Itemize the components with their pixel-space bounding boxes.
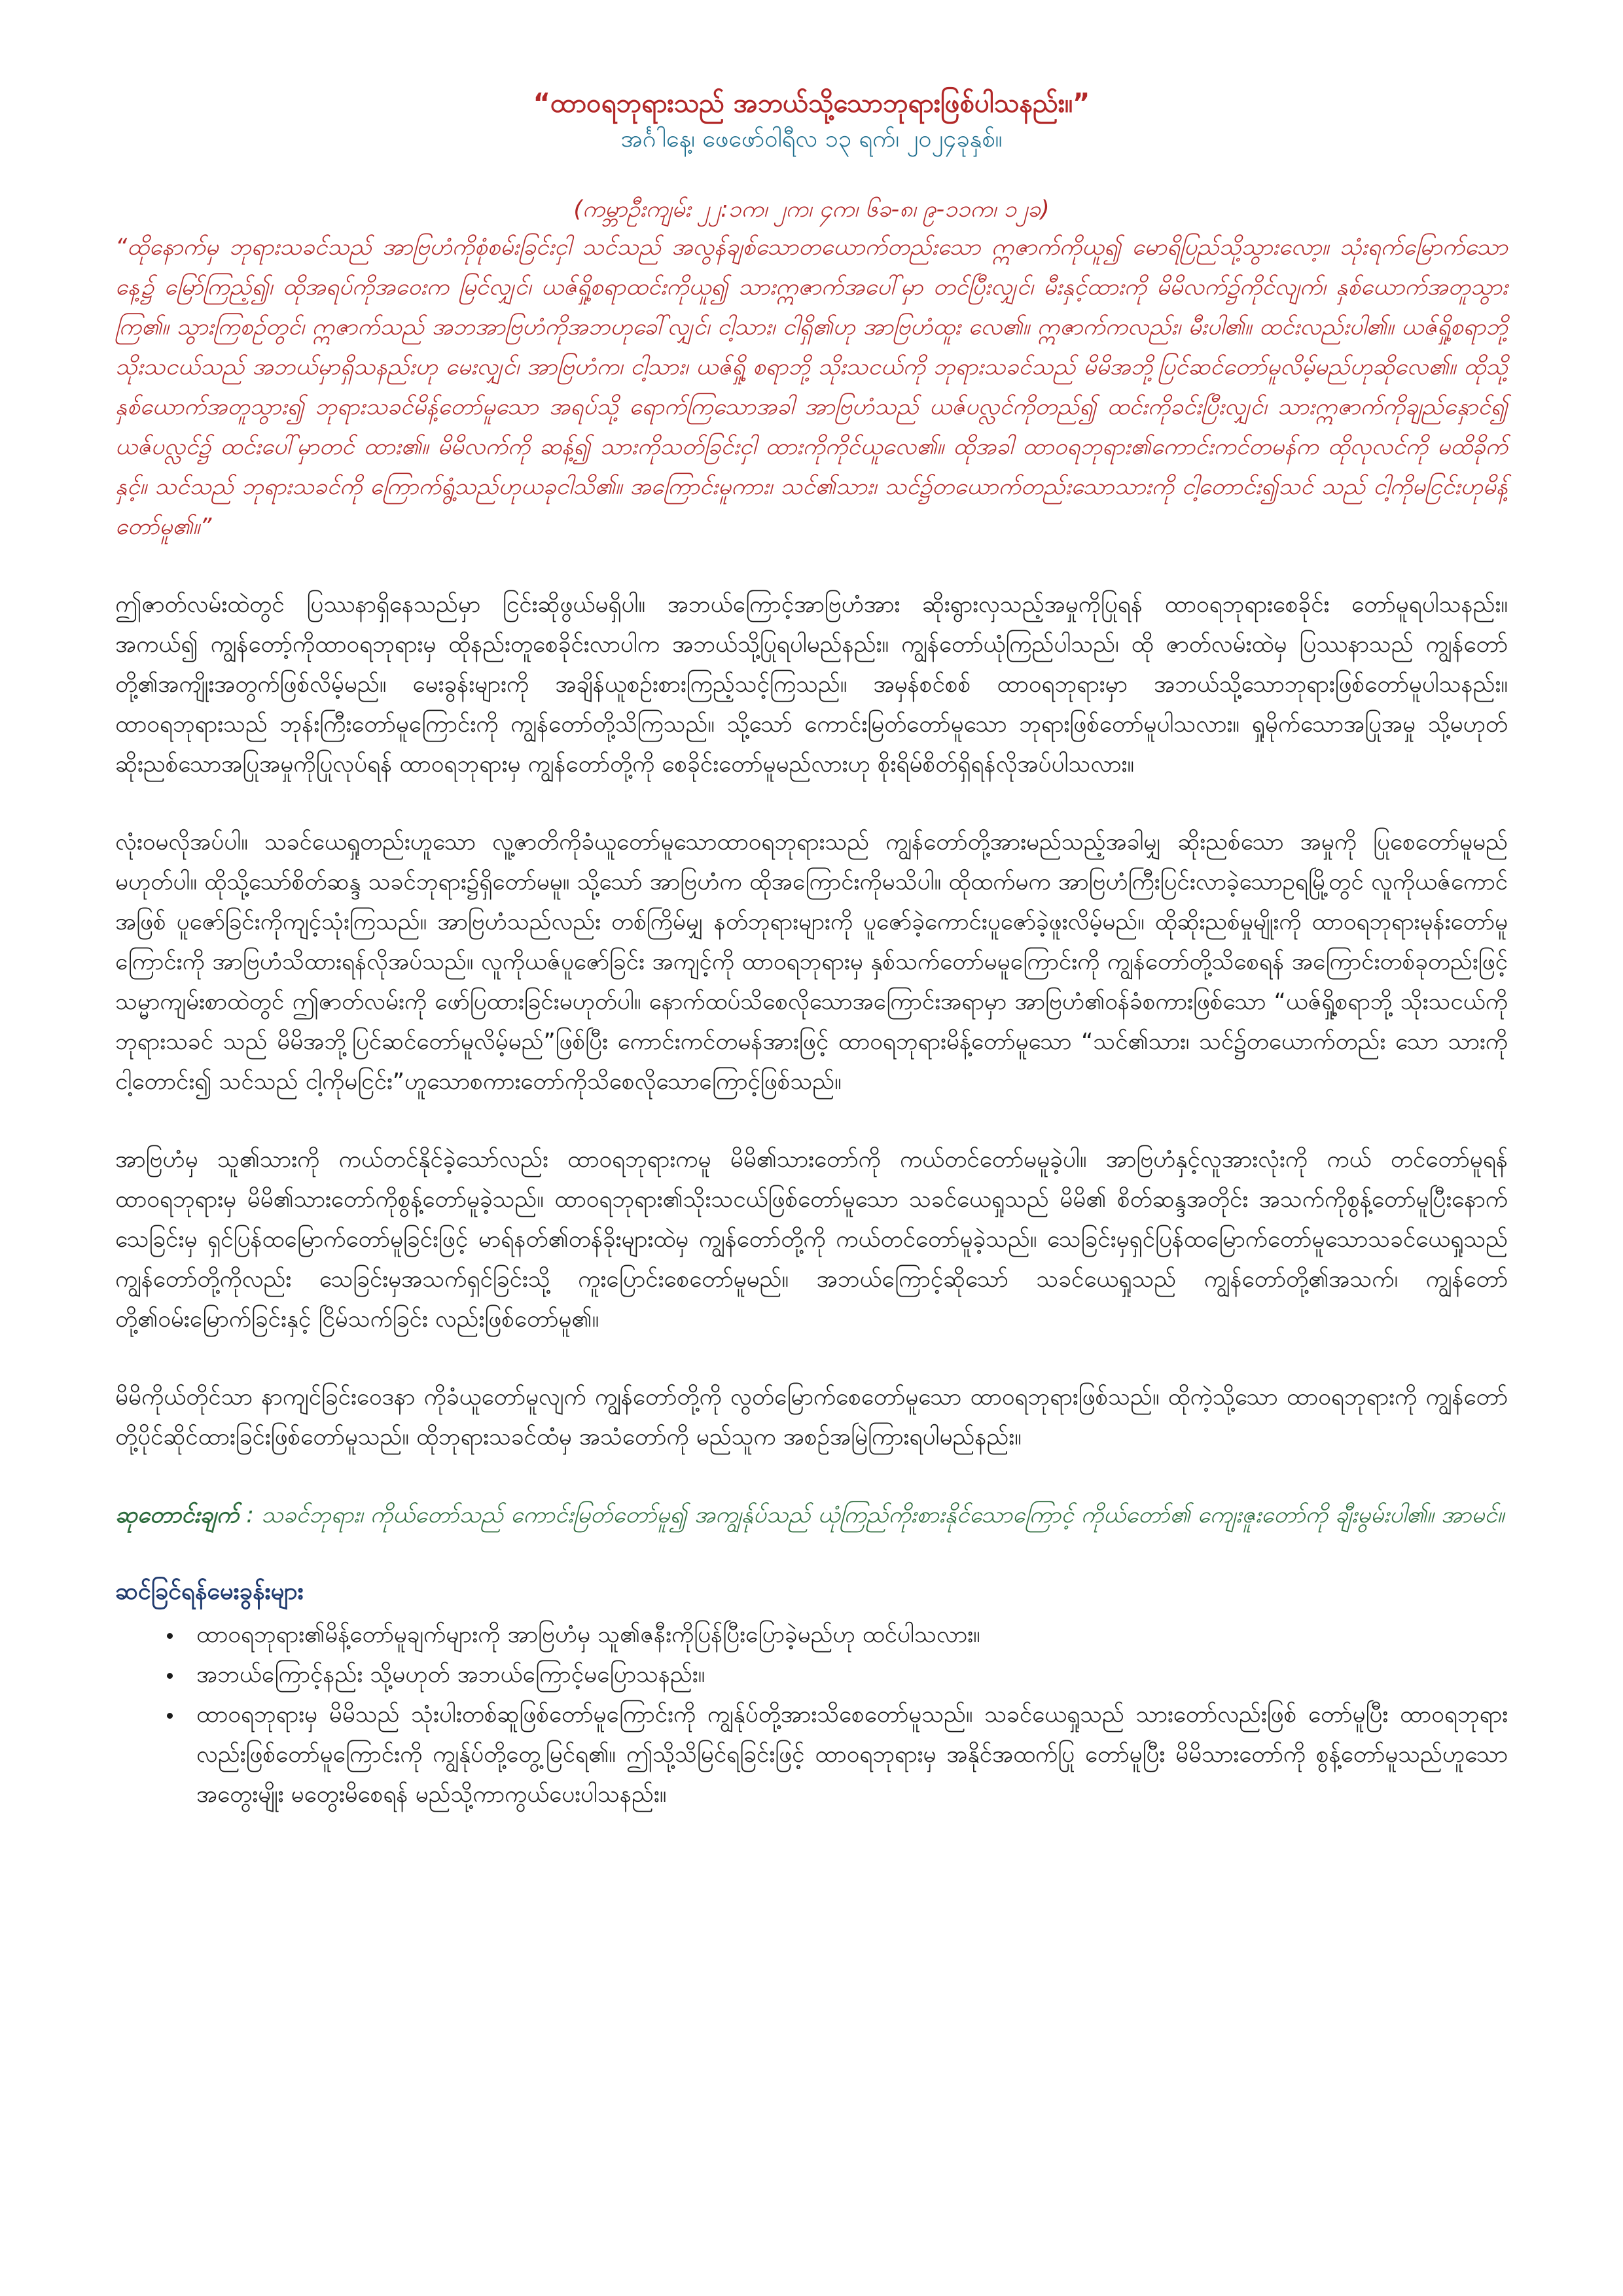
body-paragraph-4: မိမိကိုယ်တိုင်သာ နာကျင်ခြင်းဝေဒနာ ကိုခံယူတော်မူလျက် ကျွန်တော်တို့ကို လွတ်မြောက်စေတော်မူသော ထာဝရဘုရားဖြစ်သည်။ ထိုကဲ့သို့သော ထာဝရဘုရားကို ကျွန်တော်တို့ပိုင်ဆိုင်ထားခြင်းဖြစ်တော်မူသည်။ ထိုဘုရားသခင်ထံမှ အသံတော်ကို မည်သူက အစဉ်အမြဲကြားရပါမည်နည်း။: [115, 1384, 1508, 1450]
prayer-text: သခင်ဘုရား၊ ကိုယ်တော်သည် ကောင်းမြတ်တော်မူ၍ အကျွန်ုပ်သည် ယုံကြည်ကိုးစားနိုင်သောကြောင့် ကိုယ်တော်၏ ကျေးဇူးတော်ကို ချီးမွမ်းပါ၏။ အာမင်။: [261, 1502, 1505, 1528]
prayer-separator: :: [239, 1502, 262, 1528]
devotional-page: [115, 85, 1508, 1815]
dateline: အင်္ဂါနေ့၊ ဖေဖော်ဝါရီလ ၁၃ ရက်၊ ၂၀၂၄ခုနှစ်။: [620, 126, 1003, 152]
scripture-quote: “ထိုနောက်မှ ဘုရားသခင်သည် အာဗြဟံကိုစုံစမ်းခြင်းငှါ သင်သည် အလွန်ချစ်သောတယောက်တည်းသော ဣဇာက်ကိုယူ၍ မောရိပြည်သို့သွားလော့။ သုံးရက်မြောက်သောနေ့၌ မြော်ကြည့်၍၊ ထိုအရပ်ကိုအဝေးက မြင်လျှင်၊ ယဇ်ရှို့စရာထင်းကိုယူ၍ သားဣဇာက်အပေါ်မှာ တင်ပြီးလျှင်၊ မီးနှင့်ထားကို မိမိလက်၌ကိုင်လျက်၊ နှစ်ယောက်အတူသွားကြ၏။ သွားကြစဉ်တွင်၊ ဣဇာက်သည် အဘအာဗြဟံကိုအဘဟုခေါ်လျှင်၊ ငါ့သား၊ ငါရှိ၏ဟု အာဗြဟံထူး လေ၏။ ဣဇာက်ကလည်း၊ မီးပါ၏။ ထင်းလည်းပါ၏။ ယဇ်ရှို့စရာဘို့ သိုးသငယ်သည် အဘယ်မှာရှိသနည်းဟု မေးလျှင်၊ အာဗြဟံက၊ ငါ့သား၊ ယဇ်ရှို့ စရာဘို့ သိုးသငယ်ကို ဘုရားသခင်သည် မိမိအဘို့ပြင်ဆင်တော်မူလိမ့်မည်ဟုဆိုလေ၏။ ထိုသို့နှစ်ယောက်အတူသွား၍ ဘုရားသခင်မိန့်တော်မူသော အရပ်သို့ ရောက်ကြသောအခါ အာဗြဟံသည် ယဇ်ပလ္လင်ကိုတည်၍ ထင်းကိုခင်းပြီးလျှင်၊ သားဣဇာက်ကိုချည်နှောင်၍ ယဇ်ပလ္လင်၌ ထင်းပေါ်မှာတင် ထား၏။ မိမိလက်ကို ဆန့်၍ သားကိုသတ်ခြင်းငှါ ထားကိုကိုင်ယူလေ၏။ ထိုအခါ ထာဝရဘုရား၏ကောင်းကင်တမန်က ထိုလုလင်ကို မထိခိုက်နှင့်။ သင်သည် ဘုရားသခင်ကို ကြောက်ရွံ့သည်ဟုယခုငါသိ၏။ အကြောင်းမူကား၊ သင်၏သား၊ သင်၌တယောက်တည်းသောသားကို ငါ့တောင်း၍သင် သည် ငါ့ကိုမငြင်းဟုမိန့်တော်မူ၏။”: [115, 234, 1508, 540]
prayer-label: ဆုတောင်းချက်: [115, 1502, 240, 1528]
body-paragraph-1: ဤဇာတ်လမ်းထဲတွင် ပြဿနာရှိနေသည်မှာ ငြင်းဆိုဖွယ်မရှိပါ။ အဘယ်ကြောင့်အာဗြဟံအား ဆိုးရွားလှသည့်အမှုကိုပြုရန် ထာဝရဘုရားစေခိုင်း တော်မူရပါသနည်း။ အကယ်၍ ကျွန်တော့်ကိုထာဝရဘုရားမှ ထိုနည်းတူစေခိုင်းလာပါက အဘယ်သို့ပြုရပါမည်နည်း။ ကျွန်တော်ယုံကြည်ပါသည်၊ ထို ဇာတ်လမ်းထဲမှ ပြဿနာသည် ကျွန်တော်တို့၏အကျိုးအတွက်ဖြစ်လိမ့်မည်။ မေးခွန်းများကို အချိန်ယူစဉ်းစားကြည့်သင့်ကြသည်။ အမှန်စင်စစ် ထာဝရဘုရားမှာ အဘယ်သို့သောဘုရားဖြစ်တော်မူပါသနည်း။ ထာဝရဘုရားသည် ဘုန်းကြီးတော်မူကြောင်းကို ကျွန်တော်တို့သိကြသည်။ သို့သော် ကောင်းမြတ်တော်မူသော ဘုရားဖြစ်တော်မူပါသလား။ ရှုမိုက်သောအပြုအမှု သို့မဟုတ် ဆိုးညစ်သောအပြုအမှုကိုပြုလုပ်ရန် ထာဝရဘုရားမှ ကျွန်တော်တို့ကို စေခိုင်းတော်မူမည်လားဟု စိုးရိမ်စိတ်ရှိရန်လိုအပ်ပါသလား။: [115, 592, 1508, 778]
question-item: • အဘယ်ကြောင့်နည်း သို့မဟုတ် အဘယ်ကြောင့်မပြောသနည်း။: [183, 1655, 1508, 1695]
scripture-reference: (ကမ္ဘာဦးကျမ်း ၂၂:၁က၊ ၂က၊ ၄က၊ ၆ခ-၈၊ ၉-၁၁က၊ ၁၂ခ): [573, 196, 1050, 223]
page-title: “ထာဝရဘုရားသည် အဘယ်သို့သောဘုရားဖြစ်ပါသနည်း။”: [533, 88, 1090, 118]
body-paragraph-3: အာဗြဟံမှ သူ၏သားကို ကယ်တင်နိုင်ခဲ့သော်လည်း ထာဝရဘုရားကမူ မိမိ၏သားတော်ကို ကယ်တင်တော်မမူခဲ့ပါ။ အာဗြဟံနှင့်လူအားလုံးကို ကယ် တင်တော်မူရန် ထာဝရဘုရားမှ မိမိ၏သားတော်ကိုစွန့်တော်မူခဲ့သည်။ ထာဝရဘုရား၏သိုးသငယ်ဖြစ်တော်မူသော သခင်ယေရှုသည် မိမိ၏ စိတ်ဆန္ဒအတိုင်း အသက်ကိုစွန့်တော်မူပြီးနောက် သေခြင်းမှ ရှင်ပြန်ထမြောက်တော်မူခြင်းဖြင့် မာရ်နတ်၏တန်ခိုးများထဲမှ ကျွန်တော်တို့ကို ကယ်တင်တော်မူခဲ့သည်။ သေခြင်းမှရှင်ပြန်ထမြောက်တော်မူသောသခင်ယေရှုသည် ကျွန်တော်တို့ကိုလည်း သေခြင်းမှအသက်ရှင်ခြင်းသို့ ကူးပြောင်းစေတော်မူမည်။ အဘယ်ကြောင့်ဆိုသော် သခင်ယေရှုသည် ကျွန်တော်တို့၏အသက်၊ ကျွန်တော်တို့၏ဝမ်းမြောက်ခြင်းနှင့် ငြိမ်သက်ခြင်း လည်းဖြစ်တော်မူ၏။: [115, 1147, 1508, 1333]
questions-heading: ဆင်ခြင်ရန်မေးခွန်းများ: [115, 1578, 304, 1605]
body-paragraph-2: လုံးဝမလိုအပ်ပါ။ သခင်ယေရှုတည်းဟူသော လူ့ဇာတိကိုခံယူတော်မူသောထာဝရဘုရားသည် ကျွန်တော်တို့အားမည်သည့်အခါမျှ ဆိုးညစ်သော အမှုကို ပြုစေတော်မူမည်မဟုတ်ပါ။ ထိုသို့သော်စိတ်ဆန္ဒ သခင်ဘုရား၌ရှိတော်မမူ။ သို့သော် အာဗြဟံက ထိုအကြောင်းကိုမသိပါ။ ထိုထက်မက အာဗြဟံကြီးပြင်းလာခဲ့သောဥရမြို့တွင် လူကိုယဇ်ကောင်အဖြစ် ပူဇော်ခြင်းကိုကျင့်သုံးကြသည်။ အာဗြဟံသည်လည်း တစ်ကြိမ်မျှ နတ်ဘုရားများကို ပူဇော်ခဲ့ကောင်းပူဇော်ခဲ့ဖူးလိမ့်မည်။ ထိုဆိုးညစ်မှုမျိုးကို ထာဝရဘုရားမုန်းတော်မူကြောင်းကို အာဗြဟံသိထားရန်လိုအပ်သည်။ လူကိုယဇ်ပူဇော်ခြင်း အကျင့်ကို ထာဝရဘုရားမှ နှစ်သက်တော်မမူကြောင်းကို ကျွန်တော်တို့သိစေရန် အကြောင်းတစ်ခုတည်းဖြင့် သမ္မာကျမ်းစာထဲတွင် ဤဇာတ်လမ်းကို ဖော်ပြထားခြင်းမဟုတ်ပါ။ နောက်ထပ်သိစေလိုသောအကြောင်းအရာမှာ အာဗြဟံ၏ဝန်ခံစကားဖြစ်သော “ယဇ်ရှို့စရာဘို့ သိုးသငယ်ကို ဘုရားသခင် သည် မိမိအဘို့ပြင်ဆင်တော်မူလိမ့်မည်”ဖြစ်ပြီး ကောင်းကင်တမန်အားဖြင့် ထာဝရဘုရားမိန့်တော်မူသော “သင်၏သား၊ သင်၌တယောက်တည်း သော သားကို ငါ့တောင်း၍ သင်သည် ငါ့ကိုမငြင်း”ဟူသောစကားတော်ကိုသိစေလိုသောကြောင့်ဖြစ်သည်။: [115, 829, 1508, 1095]
question-item: • ထာဝရဘုရားမှ မိမိသည် သုံးပါးတစ်ဆူဖြစ်တော်မူကြောင်းကို ကျွန်ုပ်တို့အားသိစေတော်မူသည်။ သခင်ယေရှုသည် သားတော်လည်းဖြစ် တော်မူပြီး ထာဝရဘုရားလည်းဖြစ်တော်မူကြောင်းကို ကျွန်ုပ်တို့တွေ့မြင်ရ၏။ ဤသို့သိမြင်ရခြင်းဖြင့် ထာဝရဘုရားမှ အနိုင်အထက်ပြု တော်မူပြီး မိမိသားတော်ကို စွန့်တော်မူသည်ဟူသောအတွေးမျိုး မတွေးမိစေရန် မည်သို့ကာကွယ်ပေးပါသနည်း။: [183, 1695, 1508, 1815]
question-item: • ထာဝရဘုရား၏မိန့်တော်မူချက်များကို အာဗြဟံမှ သူ၏ဇနီးကိုပြန်ပြီးပြောခဲ့မည်ဟု ထင်ပါသလား။: [183, 1615, 1508, 1655]
prayer: [115, 1496, 1508, 1535]
questions-list: [115, 1615, 1508, 1815]
